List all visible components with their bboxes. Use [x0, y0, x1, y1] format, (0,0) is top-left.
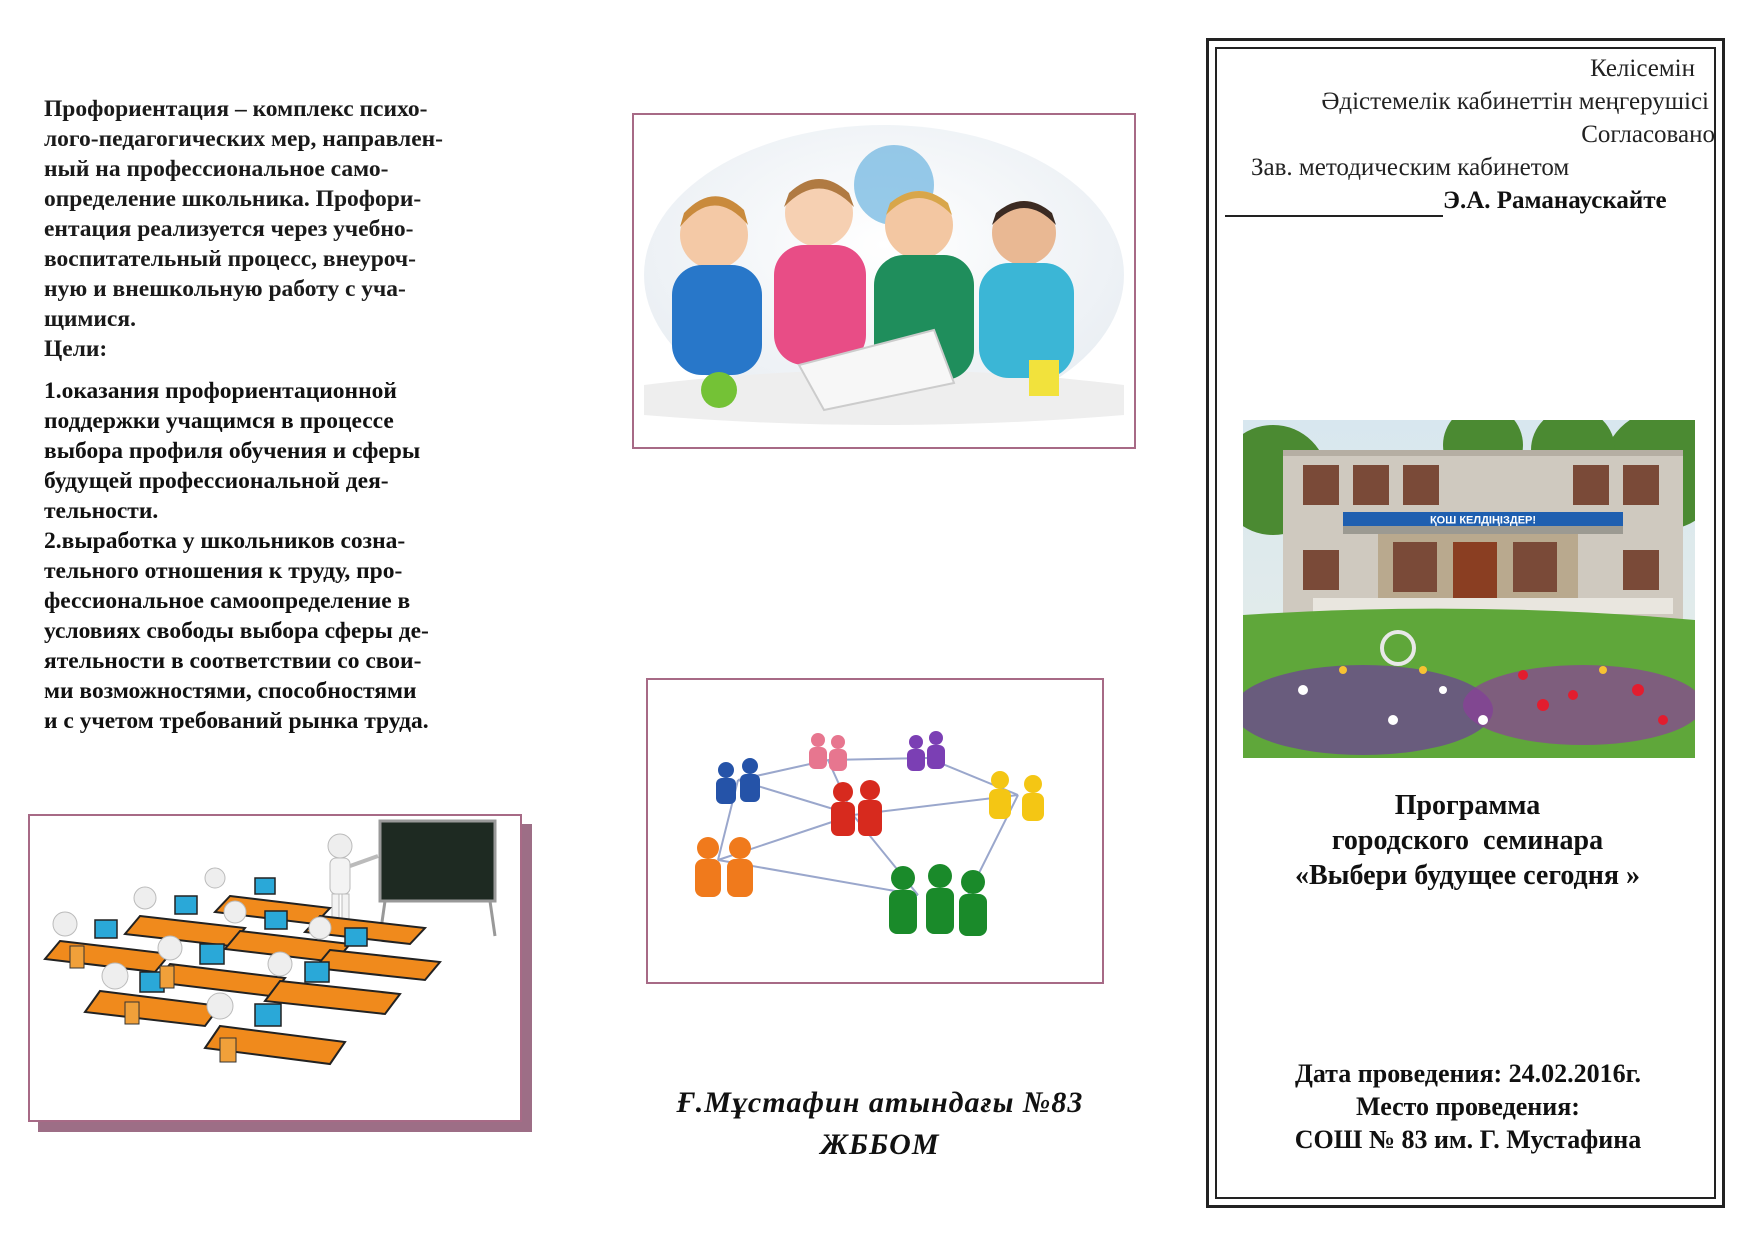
event-place-label: Место проведения: [1356, 1092, 1580, 1121]
program-title [1240, 788, 1695, 893]
approval-block [1225, 52, 1715, 217]
approval-ru-position: Зав. методическим кабинетом [1251, 154, 1570, 181]
pink-figures-icon [809, 733, 847, 771]
apple-icon [701, 372, 737, 408]
school-name: Ғ.Мұстафин атындағы №83 ЖББОМ [676, 1086, 1084, 1161]
network-image-frame [646, 678, 1104, 984]
approval-kz-position: Әдістемелік кабинеттін меңгерушісі [1321, 88, 1709, 115]
event-place: СОШ № 83 им. Г. Мустафина [1294, 1125, 1642, 1154]
classroom-illustration [30, 816, 520, 1120]
left-panel-text [44, 94, 544, 736]
intro-paragraph: Профориентация – комплекс психо- лого-педагогических мер, направлен- ный на профессиональное само- определение школьника. Профори- ентация реализуется через учебно- воспитательный процесс, внеуроч- ную и внешкольную работу с уча- щимися. [44, 96, 444, 332]
kids-photo-frame [632, 113, 1136, 449]
event-date: Дата проведения: 24.02.2016г. [1294, 1059, 1642, 1088]
purple-figures-icon [907, 731, 945, 771]
program-label: Программа [1394, 790, 1541, 821]
event-details [1238, 1057, 1698, 1156]
classroom-illustration-frame [28, 814, 522, 1122]
girl-middle [774, 179, 866, 365]
signature-name: Э.А. Раманаускайте [1443, 187, 1667, 214]
red-figures-icon [831, 780, 882, 836]
program-subtitle: городского семинара [1331, 825, 1604, 856]
orange-figures-icon [695, 837, 753, 897]
kids-photo [634, 115, 1134, 447]
teacher-icon [328, 834, 378, 922]
pencil-cup-icon [1029, 360, 1059, 396]
school-sign-text: ҚОШ КЕЛДІҢІЗДЕР! [1429, 514, 1537, 527]
green-figures-icon [889, 864, 987, 936]
signature-blank [1225, 193, 1443, 217]
program-seminar-name: «Выбери будущее сегодня » [1295, 860, 1640, 891]
school-building-photo [1243, 420, 1695, 758]
goals-title: Цели: [44, 336, 108, 362]
approval-kz-label: Келісемін [1590, 55, 1695, 82]
blackboard-icon [380, 821, 495, 936]
people-network-illustration [648, 680, 1102, 982]
goals-list: 1.оказания профориентационной поддержки учащимся в процессе выбора профиля обучения и сферы будущей профессиональной дея- тельности. 2.выработка у школьников созна- тельного отношения к труду, про- фессиональное самоопределение в условиях свободы выбора сферы де- ятельности в соответствии со свои- ми возможностями, способностями и с учетом требований рынка труда. [44, 378, 429, 734]
approval-ru-label: Согласовано [1581, 121, 1715, 148]
building-icon [1283, 450, 1683, 620]
signature-line [1225, 184, 1715, 217]
